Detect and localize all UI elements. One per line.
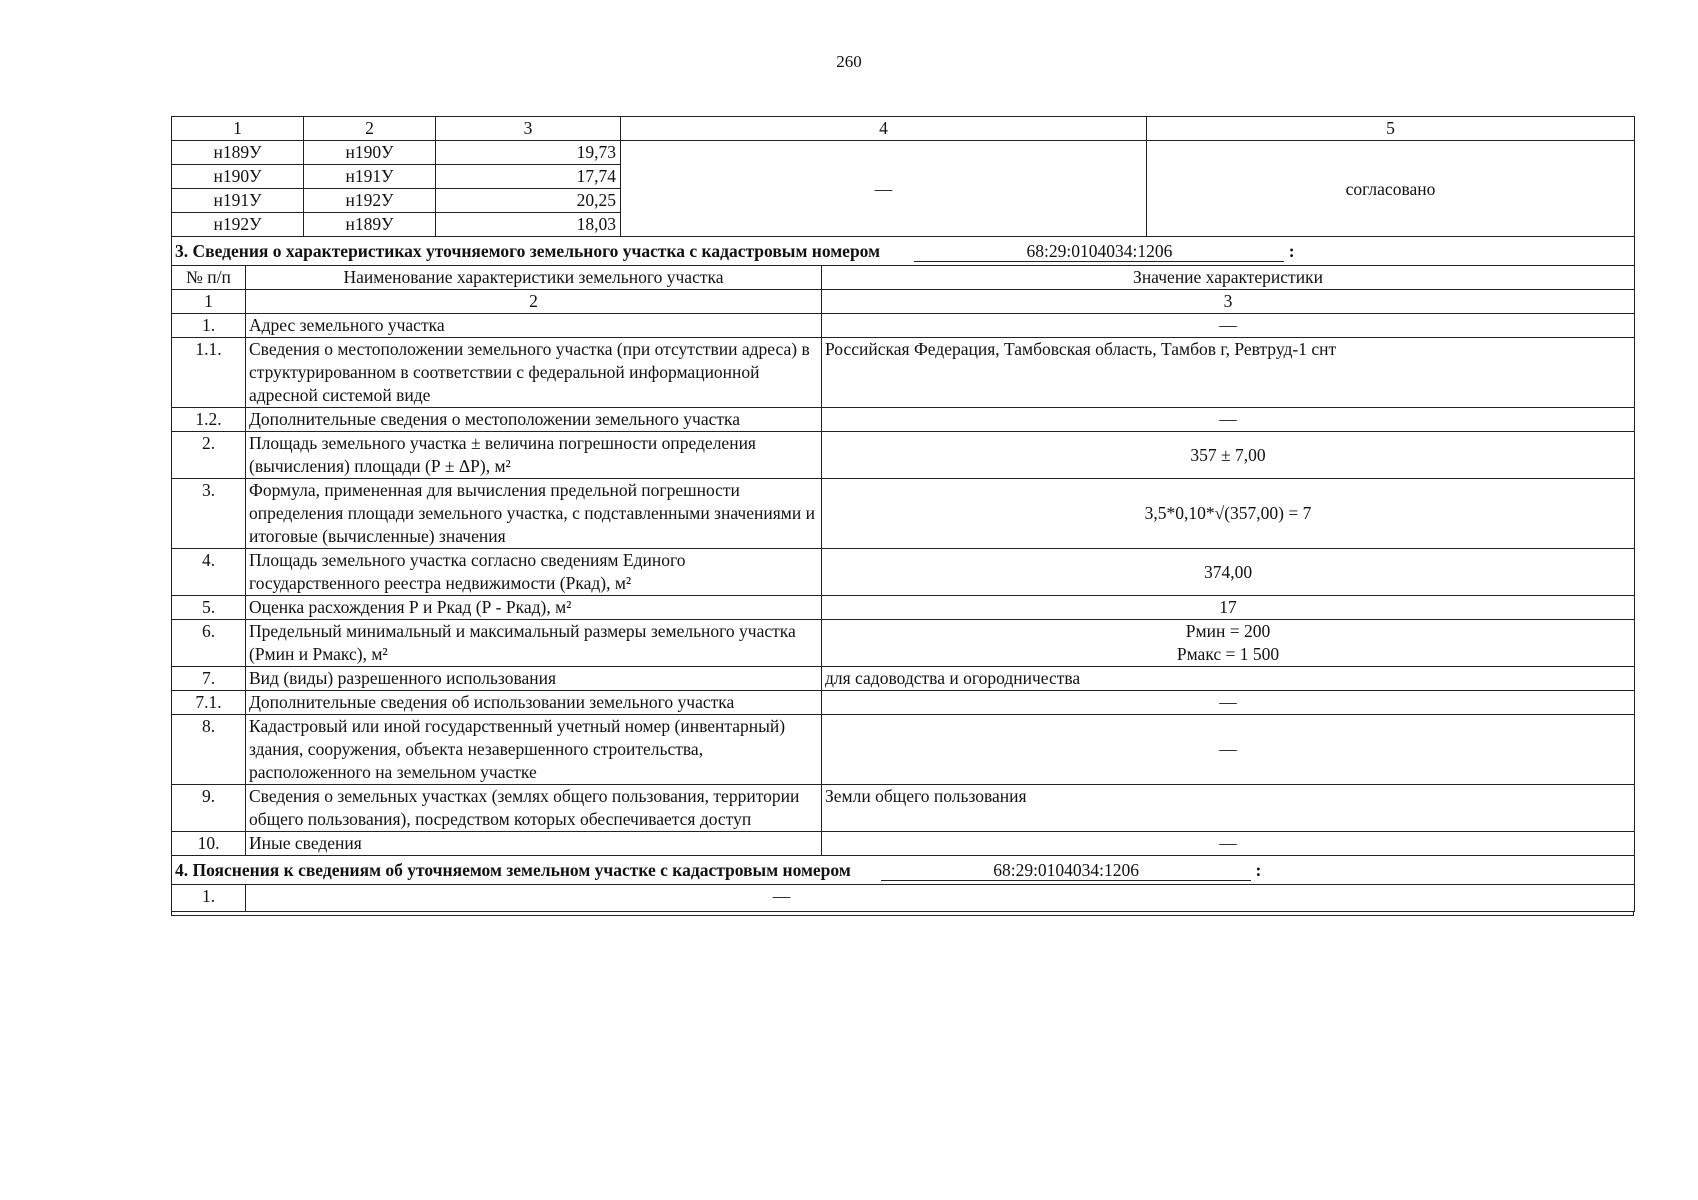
row-name: Сведения о земельных участках (землях общего пользования, территории общего пользования), посредством которых обеспечивается доступ bbox=[246, 785, 822, 832]
section4-suffix: : bbox=[1255, 859, 1262, 880]
segment-to: н189У bbox=[304, 213, 436, 237]
table-bottom-border bbox=[171, 912, 1634, 916]
row-name: Предельный минимальный и максимальный размеры земельного участка (Рмин и Рмакс), м² bbox=[246, 620, 822, 667]
row-value: — bbox=[822, 832, 1635, 856]
row-num: 1. bbox=[172, 885, 246, 912]
row-value: — bbox=[822, 314, 1635, 338]
row-name: Дополнительные сведения об использовании земельного участка bbox=[246, 691, 822, 715]
row-name: Сведения о местоположении земельного участка (при отсутствии адреса) в структурированном в соответствии с федеральной информационной адресной системой виде bbox=[246, 338, 822, 408]
row-num: 7. bbox=[172, 667, 246, 691]
section3-column-headers bbox=[172, 266, 1635, 290]
table-row bbox=[172, 408, 1635, 432]
row-value: — bbox=[822, 715, 1635, 785]
segments-header-3: 3 bbox=[436, 117, 621, 141]
segments-header-5: 5 bbox=[1147, 117, 1635, 141]
segment-length: 18,03 bbox=[436, 213, 621, 237]
row-name: Вид (виды) разрешенного использования bbox=[246, 667, 822, 691]
page-number: 260 bbox=[836, 52, 862, 71]
row-name: Кадастровый или иной государственный учетный номер (инвентарный) здания, сооружения, объекта незавершенного строительства, расположенного на земельном участке bbox=[246, 715, 822, 785]
segments-approval-status: согласовано bbox=[1147, 141, 1635, 237]
row-name: Формула, примененная для вычисления предельной погрешности определения площади земельного участка, с подставленными значениями и итоговые (вычисленные) значения bbox=[246, 479, 822, 549]
row-num: 6. bbox=[172, 620, 246, 667]
table-row bbox=[172, 141, 1635, 165]
segment-length: 19,73 bbox=[436, 141, 621, 165]
col-header-value: Значение характеристики bbox=[822, 266, 1635, 290]
table-row bbox=[172, 691, 1635, 715]
row-num: 3. bbox=[172, 479, 246, 549]
section3-cadastral-number: 68:29:0104034:1206 bbox=[914, 241, 1284, 262]
segment-from: н189У bbox=[172, 141, 304, 165]
row-num: 9. bbox=[172, 785, 246, 832]
table-row bbox=[172, 667, 1635, 691]
min-size-value: Рмин = 200 bbox=[1185, 621, 1271, 641]
segments-col4-value: — bbox=[621, 141, 1147, 237]
col-number-1: 1 bbox=[172, 290, 246, 314]
table-row bbox=[172, 596, 1635, 620]
row-name: Адрес земельного участка bbox=[246, 314, 822, 338]
segments-header-2: 2 bbox=[304, 117, 436, 141]
table-row bbox=[172, 338, 1635, 408]
row-value: 374,00 bbox=[822, 549, 1635, 596]
table-row bbox=[172, 832, 1635, 856]
row-value: 357 ± 7,00 bbox=[822, 432, 1635, 479]
section4-header bbox=[172, 856, 1635, 885]
row-num: 2. bbox=[172, 432, 246, 479]
col-number-3: 3 bbox=[822, 290, 1635, 314]
row-num: 5. bbox=[172, 596, 246, 620]
section3-table bbox=[171, 237, 1635, 912]
row-num: 1.1. bbox=[172, 338, 246, 408]
segment-length: 20,25 bbox=[436, 189, 621, 213]
document-body bbox=[171, 116, 1634, 916]
segment-to: н190У bbox=[304, 141, 436, 165]
row-value: Земли общего пользования bbox=[822, 785, 1635, 832]
row-name: Площадь земельного участка согласно сведениям Единого государственного реестра недвижимости (Ркад), м² bbox=[246, 549, 822, 596]
row-name: Иные сведения bbox=[246, 832, 822, 856]
segment-from: н190У bbox=[172, 165, 304, 189]
section3-column-numbers bbox=[172, 290, 1635, 314]
col-number-2: 2 bbox=[246, 290, 822, 314]
segment-to: н192У bbox=[304, 189, 436, 213]
row-value: для садоводства и огородничества bbox=[822, 667, 1635, 691]
segments-table bbox=[171, 116, 1635, 237]
table-row bbox=[172, 549, 1635, 596]
row-value bbox=[822, 620, 1635, 667]
segments-header-4: 4 bbox=[621, 117, 1147, 141]
row-value: — bbox=[822, 408, 1635, 432]
segments-header-1: 1 bbox=[172, 117, 304, 141]
row-value: — bbox=[246, 885, 1635, 912]
segment-from: н192У bbox=[172, 213, 304, 237]
table-row bbox=[172, 785, 1635, 832]
row-value: — bbox=[822, 691, 1635, 715]
row-num: 1. bbox=[172, 314, 246, 338]
table-row bbox=[172, 479, 1635, 549]
segment-from: н191У bbox=[172, 189, 304, 213]
segment-length: 17,74 bbox=[436, 165, 621, 189]
row-value: Российская Федерация, Тамбовская область, Тамбов г, Ревтруд-1 снт bbox=[822, 338, 1635, 408]
row-num: 7.1. bbox=[172, 691, 246, 715]
row-value: 3,5*0,10*√(357,00) = 7 bbox=[822, 479, 1635, 549]
row-name: Оценка расхождения Р и Ркад (Р - Ркад), м² bbox=[246, 596, 822, 620]
row-num: 8. bbox=[172, 715, 246, 785]
section3-suffix: : bbox=[1288, 240, 1295, 261]
section4-title: 4. Пояснения к сведениям об уточняемом земельном участке с кадастровым номером bbox=[175, 859, 851, 880]
segment-to: н191У bbox=[304, 165, 436, 189]
row-num: 10. bbox=[172, 832, 246, 856]
row-num: 4. bbox=[172, 549, 246, 596]
segments-header-row bbox=[172, 117, 1635, 141]
table-row bbox=[172, 715, 1635, 785]
row-num: 1.2. bbox=[172, 408, 246, 432]
table-row bbox=[172, 620, 1635, 667]
section3-header bbox=[172, 237, 1635, 266]
table-row bbox=[172, 885, 1635, 912]
table-row bbox=[172, 432, 1635, 479]
row-name: Площадь земельного участка ± величина погрешности определения (вычисления) площади (Р ± ΔР), м² bbox=[246, 432, 822, 479]
table-row bbox=[172, 314, 1635, 338]
col-header-name: Наименование характеристики земельного участка bbox=[246, 266, 822, 290]
row-value: 17 bbox=[822, 596, 1635, 620]
col-header-num: № п/п bbox=[172, 266, 246, 290]
row-name: Дополнительные сведения о местоположении земельного участка bbox=[246, 408, 822, 432]
section3-title: 3. Сведения о характеристиках уточняемого земельного участка с кадастровым номером bbox=[175, 240, 881, 261]
max-size-value: Рмакс = 1 500 bbox=[1176, 644, 1280, 664]
section4-cadastral-number: 68:29:0104034:1206 bbox=[881, 860, 1251, 881]
